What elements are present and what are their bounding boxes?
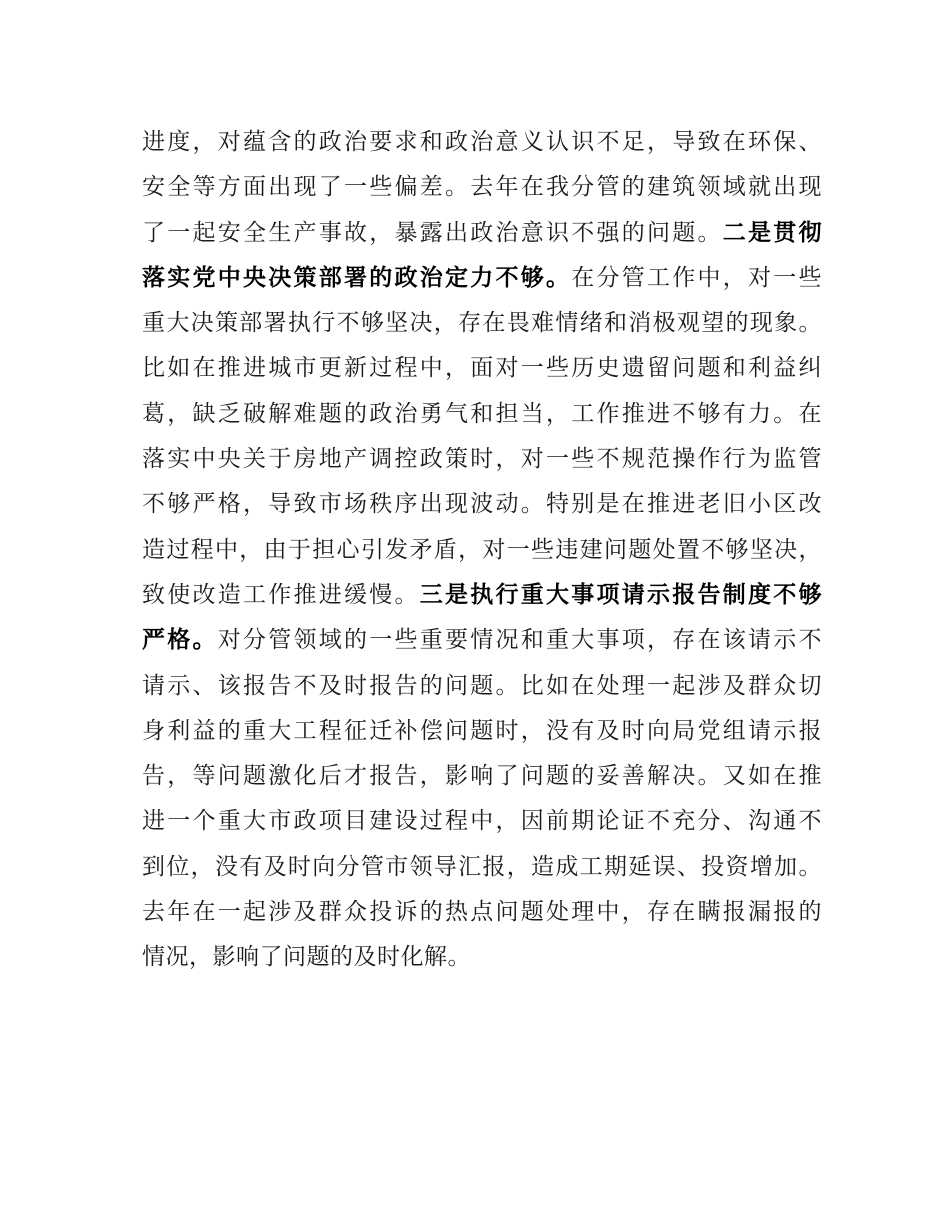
text-line bbox=[142, 120, 822, 165]
body-text-segment: 身利益的重大工程征迁补偿问题时，没有及时向局党组请示报 bbox=[142, 717, 822, 744]
text-line bbox=[142, 256, 822, 301]
text-line bbox=[142, 664, 822, 709]
body-text-segment: 不够严格，导致市场秩序出现波动。特别是在推进老旧小区改 bbox=[142, 491, 822, 518]
body-text-segment: 告，等问题激化后才报告，影响了问题的妥善解决。又如在推 bbox=[142, 763, 822, 790]
body-text-segment: 情况，影响了问题的及时化解。 bbox=[142, 944, 471, 971]
body-text-segment: 重大决策部署执行不够坚决，存在畏难情绪和消极观望的现象。 bbox=[142, 310, 822, 337]
body-text-segment: 安全等方面出现了一些偏差。去年在我分管的建筑领域就出现 bbox=[142, 174, 822, 201]
body-text-segment: 对分管领域的一些重要情况和重大事项，存在该请示不 bbox=[217, 627, 822, 654]
body-text-segment: 比如在推进城市更新过程中，面对一些历史遗留问题和利益纠 bbox=[142, 355, 822, 382]
body-text-segment: 了一起安全生产事故，暴露出政治意识不强的问题。 bbox=[142, 219, 723, 246]
bold-heading-text: 二是贯彻 bbox=[722, 219, 822, 246]
body-text-segment: 进一个重大市政项目建设过程中，因前期论证不充分、沟通不 bbox=[142, 808, 822, 835]
body-text-segment: 请示、该报告不及时报告的问题。比如在处理一起涉及群众切 bbox=[142, 672, 822, 699]
text-line bbox=[142, 392, 822, 437]
text-line bbox=[142, 754, 822, 799]
body-text-segment: 落实中央关于房地产调控政策时，对一些不规范操作行为监管 bbox=[142, 446, 822, 473]
text-line bbox=[142, 935, 822, 980]
body-text-segment: 造过程中，由于担心引发矛盾，对一些违建问题处置不够坚决， bbox=[142, 536, 822, 563]
text-line bbox=[142, 211, 822, 256]
text-line bbox=[142, 573, 822, 618]
body-text-segment: 去年在一起涉及群众投诉的热点问题处理中，存在瞒报漏报的 bbox=[142, 899, 822, 926]
body-text-segment: 到位，没有及时向分管市领导汇报，造成工期延误、投资增加。 bbox=[142, 853, 822, 880]
text-line bbox=[142, 437, 822, 482]
bold-heading-text: 落实党中央决策部署的政治定力不够。 bbox=[142, 264, 572, 291]
text-line bbox=[142, 618, 822, 663]
text-line bbox=[142, 528, 822, 573]
text-line bbox=[142, 709, 822, 754]
body-text-segment: 致使改造工作推进缓慢。 bbox=[142, 581, 420, 608]
bold-heading-text: 三是执行重大事项请示报告制度不够 bbox=[419, 581, 822, 608]
text-line bbox=[142, 346, 822, 391]
body-text bbox=[142, 120, 822, 981]
text-line bbox=[142, 301, 822, 346]
text-line bbox=[142, 890, 822, 935]
text-line bbox=[142, 845, 822, 890]
body-text-segment: 进度，对蕴含的政治要求和政治意义认识不足，导致在环保、 bbox=[142, 129, 822, 155]
body-text-segment: 葛，缺乏破解难题的政治勇气和担当，工作推进不够有力。在 bbox=[142, 400, 822, 427]
bold-heading-text: 严格。 bbox=[142, 627, 218, 654]
text-line bbox=[142, 482, 822, 527]
text-line bbox=[142, 799, 822, 844]
body-text-segment: 在分管工作中，对一些 bbox=[571, 264, 822, 291]
text-line bbox=[142, 165, 822, 210]
